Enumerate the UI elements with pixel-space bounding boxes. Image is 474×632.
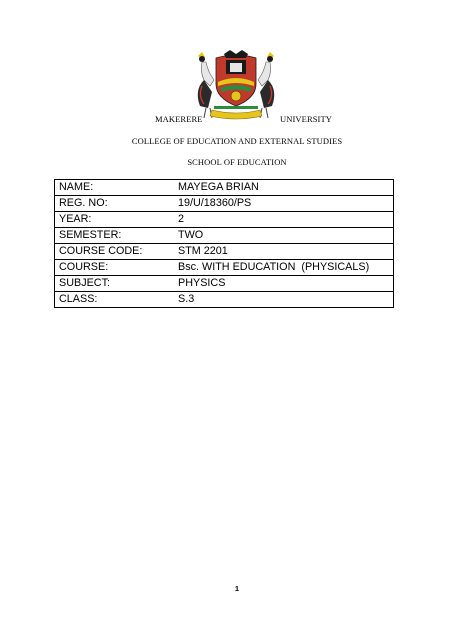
table-row xyxy=(55,180,394,196)
table-row xyxy=(55,228,394,244)
field-label-year: YEAR: xyxy=(55,212,175,228)
table-row xyxy=(55,244,394,260)
university-name-left: MAKERERE xyxy=(155,114,203,124)
page-number: 1 xyxy=(234,584,240,593)
right-crane-icon xyxy=(258,52,274,118)
field-value-name: MAYEGA BRIAN xyxy=(174,180,394,196)
university-name-right: UNIVERSITY xyxy=(280,114,332,124)
shield-icon xyxy=(216,50,256,106)
field-value-course-code: STM 2201 xyxy=(174,244,394,260)
field-value-course: Bsc. WITH EDUCATION (PHYSICALS) xyxy=(174,260,394,276)
field-label-class: CLASS: xyxy=(55,292,175,308)
table-row xyxy=(55,212,394,228)
student-details-table xyxy=(54,179,394,308)
field-label-reg-no: REG. NO: xyxy=(55,196,175,212)
table-row xyxy=(55,196,394,212)
field-label-subject: SUBJECT: xyxy=(55,276,175,292)
field-label-semester: SEMESTER: xyxy=(55,228,175,244)
field-value-class: S.3 xyxy=(174,292,394,308)
field-value-reg-no: 19/U/18360/PS xyxy=(174,196,394,212)
field-value-year: 2 xyxy=(174,212,394,228)
field-label-course: COURSE: xyxy=(55,260,175,276)
field-value-semester: TWO xyxy=(174,228,394,244)
motto-banner-icon xyxy=(210,106,262,119)
field-label-course-code: COURSE CODE: xyxy=(55,244,175,260)
field-value-subject: PHYSICS xyxy=(174,276,394,292)
college-name: COLLEGE OF EDUCATION AND EXTERNAL STUDIES xyxy=(131,136,343,146)
table-row xyxy=(55,260,394,276)
school-name: SCHOOL OF EDUCATION xyxy=(187,157,287,167)
table-row xyxy=(55,292,394,308)
left-crane-icon xyxy=(198,52,214,118)
university-coat-of-arms-icon xyxy=(190,50,282,122)
field-label-name: NAME: xyxy=(55,180,175,196)
table-row xyxy=(55,276,394,292)
